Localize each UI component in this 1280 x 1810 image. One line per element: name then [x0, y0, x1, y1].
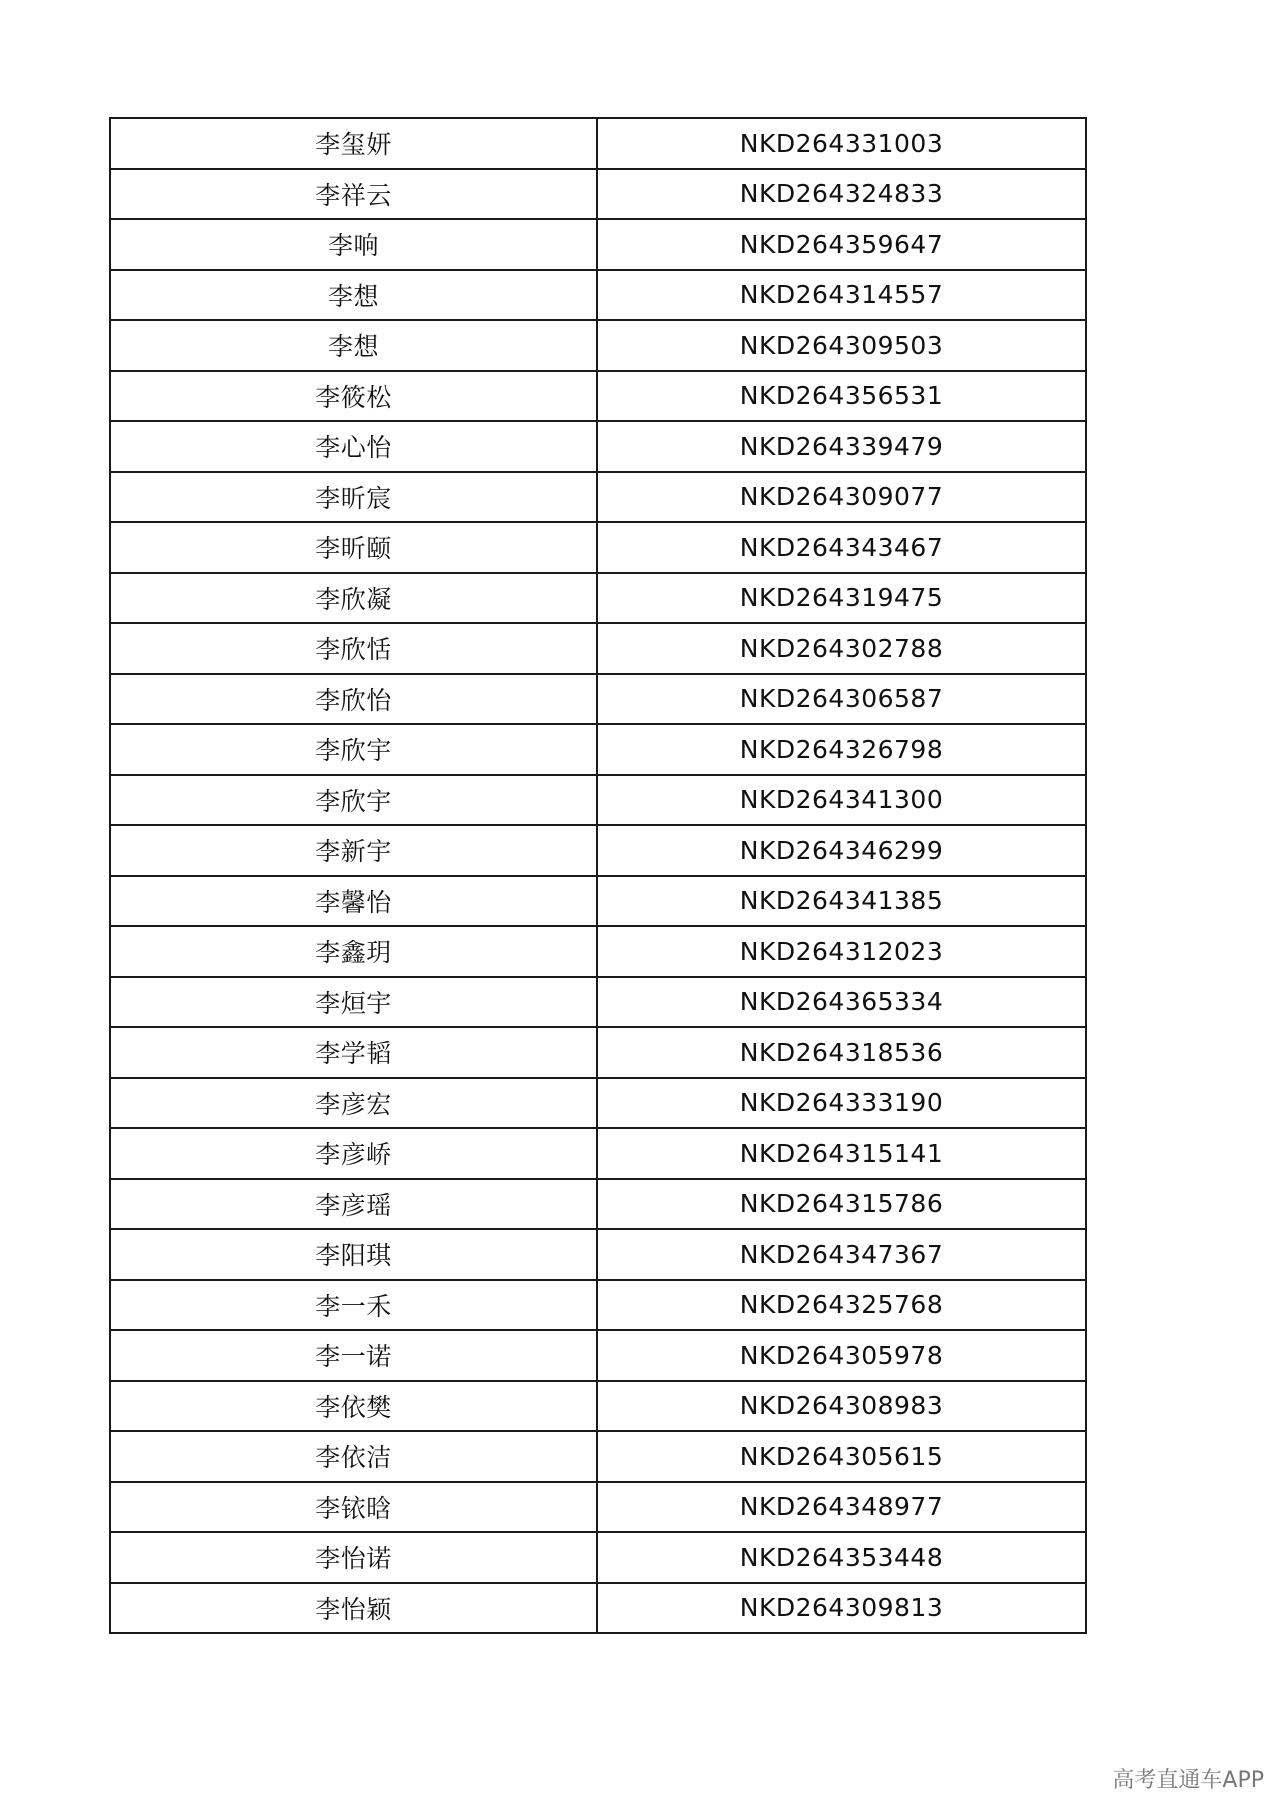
id-cell: NKD264347367: [597, 1229, 1086, 1280]
table-row: [110, 118, 1086, 169]
name-cell: 李祥云: [110, 169, 597, 220]
id-cell: NKD264325768: [597, 1280, 1086, 1331]
table-row: [110, 926, 1086, 977]
table-row: [110, 219, 1086, 270]
table-row: [110, 421, 1086, 472]
name-cell: 李怡诺: [110, 1532, 597, 1583]
id-cell: NKD264306587: [597, 674, 1086, 725]
table-row: [110, 1128, 1086, 1179]
id-cell: NKD264309813: [597, 1583, 1086, 1634]
id-cell: NKD264343467: [597, 522, 1086, 573]
name-cell: 李想: [110, 270, 597, 321]
table-row: [110, 623, 1086, 674]
table-row: [110, 1482, 1086, 1533]
id-cell: NKD264341385: [597, 876, 1086, 927]
name-cell: 李筱松: [110, 371, 597, 422]
name-cell: 李鑫玥: [110, 926, 597, 977]
table-row: [110, 876, 1086, 927]
name-cell: 李欣宇: [110, 724, 597, 775]
name-cell: 李欣怡: [110, 674, 597, 725]
id-cell: NKD264341300: [597, 775, 1086, 826]
name-cell: 李馨怡: [110, 876, 597, 927]
table-row: [110, 472, 1086, 523]
name-cell: 李怡颖: [110, 1583, 597, 1634]
table-row: [110, 522, 1086, 573]
id-cell: NKD264365334: [597, 977, 1086, 1028]
name-cell: 李心怡: [110, 421, 597, 472]
name-cell: 李彦瑶: [110, 1179, 597, 1230]
id-cell: NKD264353448: [597, 1532, 1086, 1583]
table-row: [110, 1027, 1086, 1078]
name-cell: 李一诺: [110, 1330, 597, 1381]
name-cell: 李想: [110, 320, 597, 371]
id-cell: NKD264305978: [597, 1330, 1086, 1381]
table-row: [110, 320, 1086, 371]
id-cell: NKD264324833: [597, 169, 1086, 220]
candidate-table: [109, 117, 1087, 1634]
id-cell: NKD264326798: [597, 724, 1086, 775]
name-cell: 李依樊: [110, 1381, 597, 1432]
id-cell: NKD264339479: [597, 421, 1086, 472]
id-cell: NKD264315141: [597, 1128, 1086, 1179]
table-row: [110, 1431, 1086, 1482]
table-row: [110, 724, 1086, 775]
table-row: [110, 573, 1086, 624]
id-cell: NKD264314557: [597, 270, 1086, 321]
table-row: [110, 775, 1086, 826]
table-row: [110, 674, 1086, 725]
id-cell: NKD264359647: [597, 219, 1086, 270]
name-cell: 李铱晗: [110, 1482, 597, 1533]
id-cell: NKD264302788: [597, 623, 1086, 674]
table-row: [110, 270, 1086, 321]
table-row: [110, 825, 1086, 876]
id-cell: NKD264309077: [597, 472, 1086, 523]
name-cell: 李彦宏: [110, 1078, 597, 1129]
name-cell: 李阳琪: [110, 1229, 597, 1280]
name-cell: 李依洁: [110, 1431, 597, 1482]
name-cell: 李一禾: [110, 1280, 597, 1331]
table-row: [110, 371, 1086, 422]
table-row: [110, 1229, 1086, 1280]
id-cell: NKD264318536: [597, 1027, 1086, 1078]
table-row: [110, 1381, 1086, 1432]
id-cell: NKD264319475: [597, 573, 1086, 624]
name-cell: 李响: [110, 219, 597, 270]
name-cell: 李玺妍: [110, 118, 597, 169]
table-row: [110, 1078, 1086, 1129]
name-cell: 李彦峤: [110, 1128, 597, 1179]
candidate-table-body: [110, 118, 1086, 1633]
name-cell: 李欣宇: [110, 775, 597, 826]
id-cell: NKD264312023: [597, 926, 1086, 977]
id-cell: NKD264331003: [597, 118, 1086, 169]
id-cell: NKD264348977: [597, 1482, 1086, 1533]
watermark: 高考直通车APP: [1112, 1768, 1264, 1793]
table-row: [110, 1330, 1086, 1381]
name-cell: 李昕颐: [110, 522, 597, 573]
table-row: [110, 1532, 1086, 1583]
id-cell: NKD264305615: [597, 1431, 1086, 1482]
name-cell: 李学韬: [110, 1027, 597, 1078]
id-cell: NKD264333190: [597, 1078, 1086, 1129]
table-row: [110, 1280, 1086, 1331]
table-row: [110, 1583, 1086, 1634]
id-cell: NKD264308983: [597, 1381, 1086, 1432]
id-cell: NKD264309503: [597, 320, 1086, 371]
id-cell: NKD264346299: [597, 825, 1086, 876]
id-cell: NKD264315786: [597, 1179, 1086, 1230]
table-row: [110, 1179, 1086, 1230]
table-row: [110, 977, 1086, 1028]
table-row: [110, 169, 1086, 220]
name-cell: 李欣凝: [110, 573, 597, 624]
name-cell: 李新宇: [110, 825, 597, 876]
name-cell: 李欣恬: [110, 623, 597, 674]
id-cell: NKD264356531: [597, 371, 1086, 422]
name-cell: 李昕宸: [110, 472, 597, 523]
name-cell: 李烜宇: [110, 977, 597, 1028]
